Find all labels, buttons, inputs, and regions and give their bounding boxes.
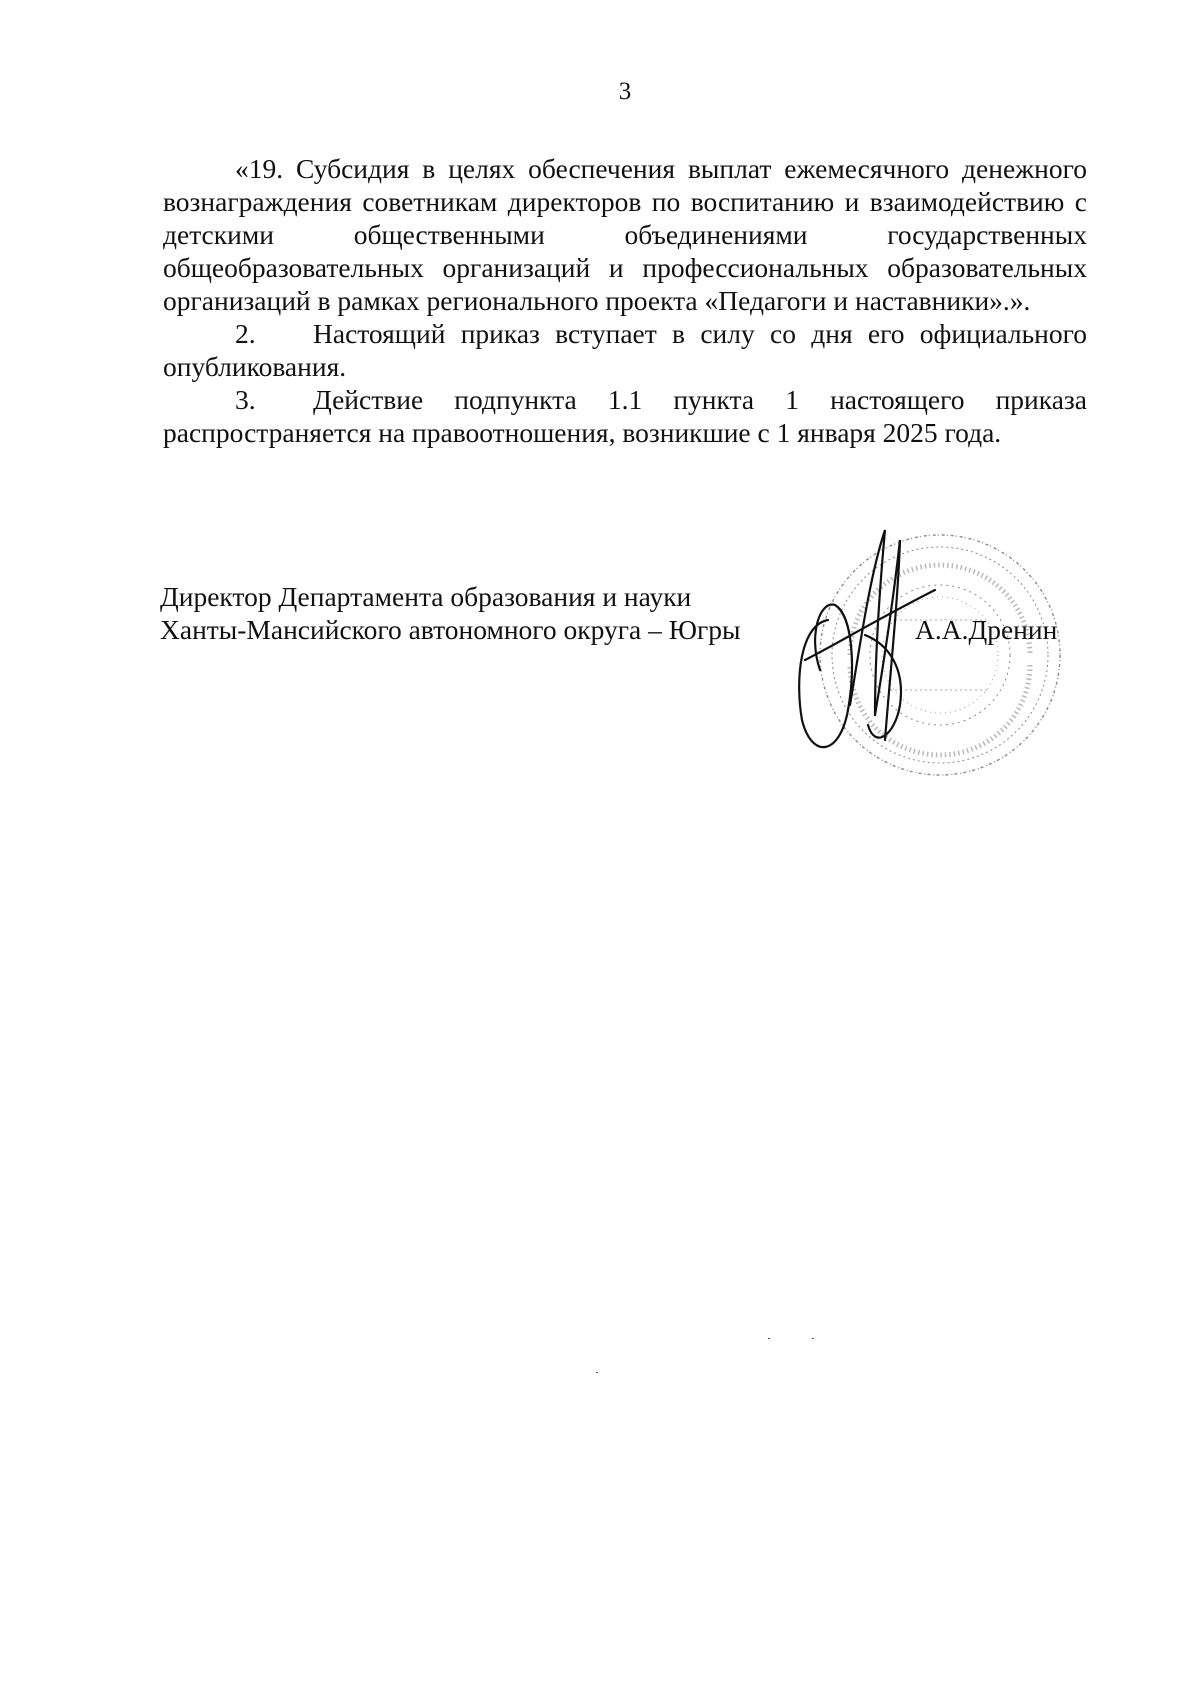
position-line-2: Ханты-Мансийского автономного округа – Югры [160, 614, 741, 645]
round-seal-icon [820, 535, 1060, 775]
paragraph-3 [163, 383, 1087, 449]
paragraph-text: Действие подпункта 1.1 пункта 1 настоящего приказа распространяется на правоотношения, возникшие с 1 января 2025 года. [163, 384, 1087, 448]
page-number: 3 [618, 78, 632, 105]
signatory-position [160, 580, 741, 646]
paragraph-text: Настоящий приказ вступает в силу со дня его официального опубликования. [163, 318, 1087, 382]
scan-speck [768, 1338, 770, 1339]
scan-speck [812, 1338, 814, 1339]
stamp-and-signature [790, 505, 1065, 805]
document-body [163, 152, 1087, 449]
signatory-name: А.А.Дренин [915, 614, 1058, 645]
paragraph-19 [163, 152, 1087, 317]
paragraph-2 [163, 317, 1087, 383]
paragraph-number: 2. [235, 318, 256, 349]
paragraph-number: 3. [235, 384, 256, 415]
position-line-1: Директор Департамента образования и науки [160, 581, 692, 612]
paragraph-text: «19. Субсидия в целях обеспечения выплат ежемесячного денежного вознаграждения советникам директоров по воспитанию и взаимодействию с детскими общественными объединениями государственных общеобразовательных организаций и профессиональных образовательных организаций в рамках регионального проекта «Педагоги и наставники».». [163, 153, 1087, 316]
scan-speck [596, 1372, 598, 1373]
